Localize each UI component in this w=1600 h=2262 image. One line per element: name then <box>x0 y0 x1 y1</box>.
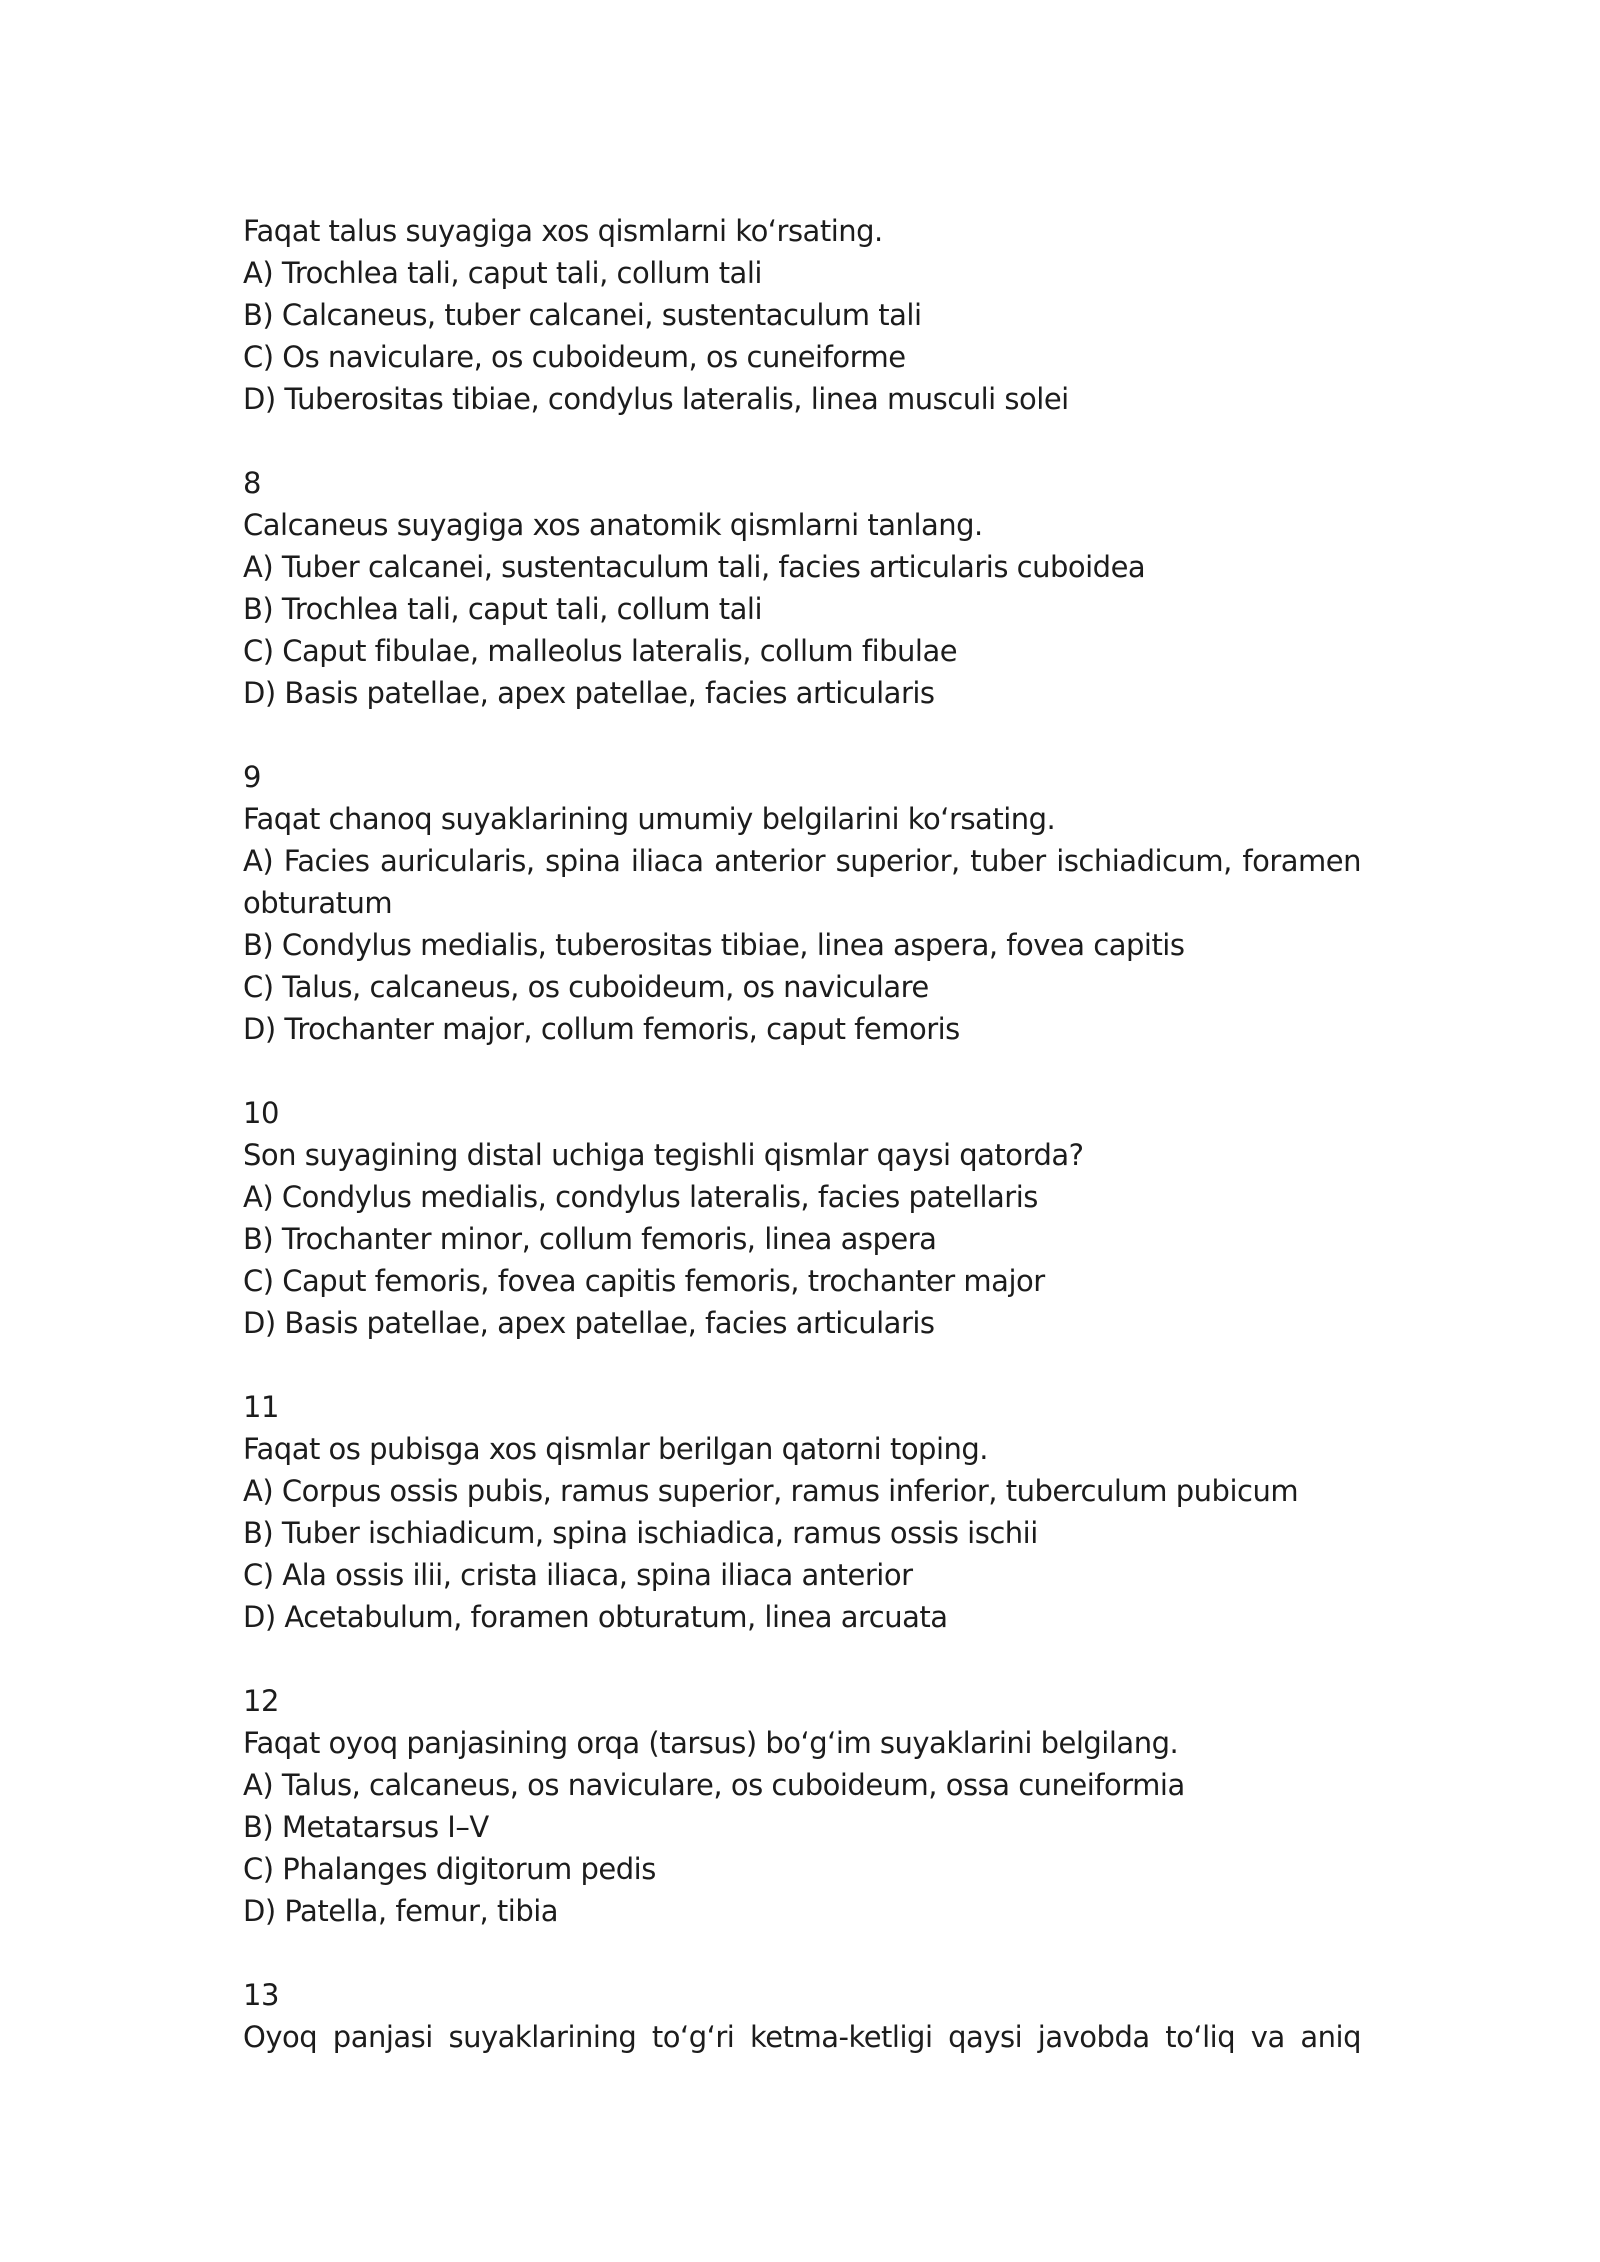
document-page <box>243 210 1361 2058</box>
question-block <box>243 1680 1361 1932</box>
answer-option-b: B) Trochlea tali, caput tali, collum tali <box>243 592 763 626</box>
answer-option-a: A) Trochlea tali, caput tali, collum tali <box>243 256 762 290</box>
answer-option-a: A) Condylus medialis, condylus lateralis, facies patellaris <box>243 1180 1038 1214</box>
question-number: 8 <box>243 466 261 500</box>
answer-option-a: A) Talus, calcaneus, os naviculare, os cuboideum, ossa cuneiformia <box>243 1768 1185 1802</box>
question-text: Faqat talus suyagiga xos qismlarni ko‘rsating. <box>243 214 883 248</box>
answer-option-d: D) Tuberositas tibiae, condylus lateralis, linea musculi solei <box>243 382 1069 416</box>
answer-option-b: B) Condylus medialis, tuberositas tibiae, linea aspera, fovea capitis <box>243 928 1185 962</box>
answer-option-d: D) Patella, femur, tibia <box>243 1894 559 1928</box>
question-text: Calcaneus suyagiga xos anatomik qismlarni tanlang. <box>243 508 983 542</box>
answer-option-c: C) Ala ossis ilii, crista iliaca, spina iliaca anterior <box>243 1558 913 1592</box>
answer-option-a-continued: obturatum <box>243 886 393 920</box>
question-number: 12 <box>243 1684 279 1718</box>
answer-option-d: D) Trochanter major, collum femoris, caput femoris <box>243 1012 960 1046</box>
question-block <box>243 1386 1361 1638</box>
answer-option-a: A) Facies auricularis, spina iliaca anterior superior, tuber ischiadicum, foramen <box>243 844 1361 878</box>
question-block <box>243 462 1361 714</box>
answer-option-a: A) Tuber calcanei, sustentaculum tali, facies articularis cuboidea <box>243 550 1146 584</box>
question-text: Oyoq panjasi suyaklarining to‘g‘ri ketma-ketligi qaysi javobda to‘liq va aniq <box>243 2020 1361 2054</box>
answer-option-c: C) Os naviculare, os cuboideum, os cuneiforme <box>243 340 906 374</box>
question-text: Son suyagining distal uchiga tegishli qismlar qaysi qatorda? <box>243 1138 1084 1172</box>
question-number: 13 <box>243 1978 279 2012</box>
question-block <box>243 210 1361 420</box>
question-number: 10 <box>243 1096 279 1130</box>
question-number: 11 <box>243 1390 279 1424</box>
question-number: 9 <box>243 760 261 794</box>
answer-option-c: C) Caput fibulae, malleolus lateralis, collum fibulae <box>243 634 958 668</box>
answer-option-b: B) Calcaneus, tuber calcanei, sustentaculum tali <box>243 298 922 332</box>
answer-option-b: B) Tuber ischiadicum, spina ischiadica, ramus ossis ischii <box>243 1516 1038 1550</box>
question-block <box>243 1974 1361 2058</box>
question-block <box>243 1092 1361 1344</box>
answer-option-b: B) Trochanter minor, collum femoris, linea aspera <box>243 1222 937 1256</box>
question-text: Faqat os pubisga xos qismlar berilgan qatorni toping. <box>243 1432 989 1466</box>
answer-option-b: B) Metatarsus I–V <box>243 1810 489 1844</box>
question-text: Faqat oyoq panjasining orqa (tarsus) bo‘g‘im suyaklarini belgilang. <box>243 1726 1179 1760</box>
answer-option-c: C) Caput femoris, fovea capitis femoris, trochanter major <box>243 1264 1045 1298</box>
answer-option-d: D) Basis patellae, apex patellae, facies articularis <box>243 1306 935 1340</box>
answer-option-c: C) Talus, calcaneus, os cuboideum, os naviculare <box>243 970 929 1004</box>
question-text: Faqat chanoq suyaklarining umumiy belgilarini ko‘rsating. <box>243 802 1056 836</box>
answer-option-d: D) Basis patellae, apex patellae, facies articularis <box>243 676 935 710</box>
answer-option-a: A) Corpus ossis pubis, ramus superior, ramus inferior, tuberculum pubicum <box>243 1474 1299 1508</box>
answer-option-d: D) Acetabulum, foramen obturatum, linea arcuata <box>243 1600 948 1634</box>
answer-option-c: C) Phalanges digitorum pedis <box>243 1852 656 1886</box>
question-block <box>243 756 1361 1050</box>
